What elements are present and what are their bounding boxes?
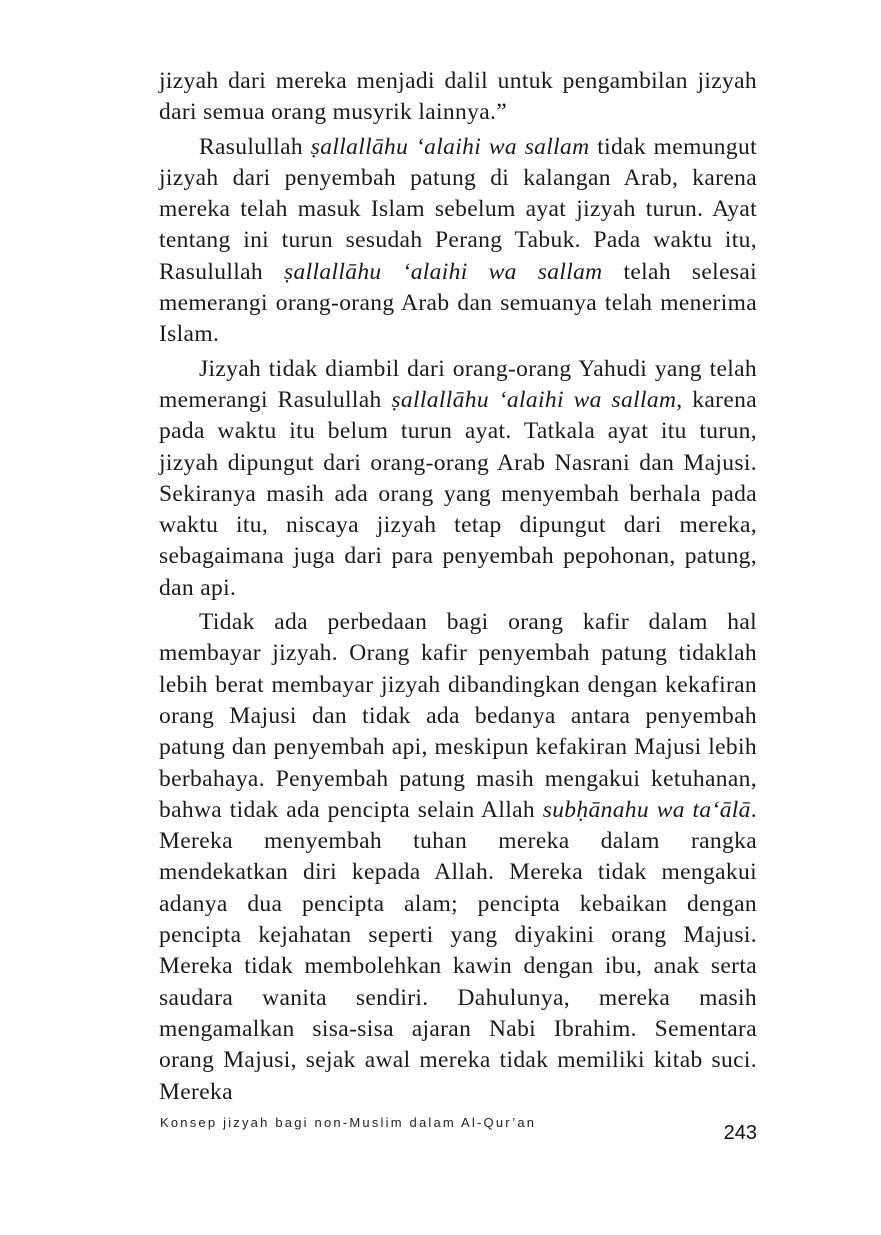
honorific-phrase: ṣallallāhu ‘alaihi wa sallam: [284, 258, 603, 285]
paragraph-3-text-a: Jizyah tidak diambil dari orang-orang Yahudi yang telah memerangi Rasulullah: [159, 355, 757, 413]
paragraph-2-text-b: tidak memungut jizyah dari penyembah patung di kalangan Arab, karena mereka telah masuk Islam sebelum ayat jizyah turun. Ayat tentang ini turun sesudah Perang Tabuk. Pada waktu itu, Rasulullah: [159, 133, 757, 285]
paragraph-2: [159, 132, 757, 351]
paragraph-2-text-a: Rasulullah: [199, 133, 311, 160]
paragraph-2-text-c: telah selesai memerangi orang-orang Arab dan semuanya telah menerima Islam.: [159, 258, 758, 348]
page-number: 243: [723, 1122, 757, 1144]
running-footer-title: Konsep jizyah bagi non-Muslim dalam Al-Qur’an: [160, 1115, 537, 1130]
honorific-phrase: subḥānahu wa ta‘ālā: [542, 796, 751, 823]
paragraph-1: [159, 66, 757, 129]
page-body: [159, 66, 757, 1108]
honorific-phrase: ṣallallāhu ‘alaihi wa sallam: [391, 386, 677, 413]
paragraph-3-text-b: , karena pada waktu itu belum turun ayat. Tatkala ayat itu turun, jizyah dipungut dari orang-orang Arab Nasrani dan Majusi. Sekiranya masih ada orang yang menyembah berhala pada waktu itu, niscaya jizyah tetap dipungut dari mereka, sebagaimana juga dari para penyembah pepohonan, patung, dan api.: [159, 386, 757, 601]
paragraph-4-text-a: Tidak ada perbedaan bagi orang kafir dalam hal membayar jizyah. Orang kafir penyembah patung tidaklah lebih berat membayar jizyah dibandingkan dengan kekafiran orang Majusi dan tidak ada bedanya antara penyembah patung dan penyembah api, meskipun kefakiran Majusi lebih berbahaya. Penyembah patung masih mengakui ketuhanan, bahwa tidak ada pencipta selain Allah: [159, 609, 757, 823]
paragraph-1-text: jizyah dari mereka menjadi dalil untuk pengambilan jizyah dari semua orang musyrik lainnya.”: [159, 68, 757, 126]
paragraph-4: [159, 607, 757, 1108]
paragraph-4-text-b: . Mereka menyembah tuhan mereka dalam rangka mendekatkan diri kepada Allah. Mereka tidak mengakui adanya dua pencipta alam; pencipta kebaikan dengan pencipta kejahatan seperti yang diyakini orang Majusi. Mereka tidak membolehkan kawin dengan ibu, anak serta saudara wanita sendiri. Dahulunya, mereka masih mengamalkan sisa-sisa ajaran Nabi Ibrahim. Sementara orang Majusi, sejak awal mereka tidak memiliki kitab suci. Mereka: [159, 796, 758, 1105]
paragraph-3: [159, 354, 757, 604]
honorific-phrase: ṣallallāhu ‘alaihi wa sallam: [310, 133, 590, 160]
